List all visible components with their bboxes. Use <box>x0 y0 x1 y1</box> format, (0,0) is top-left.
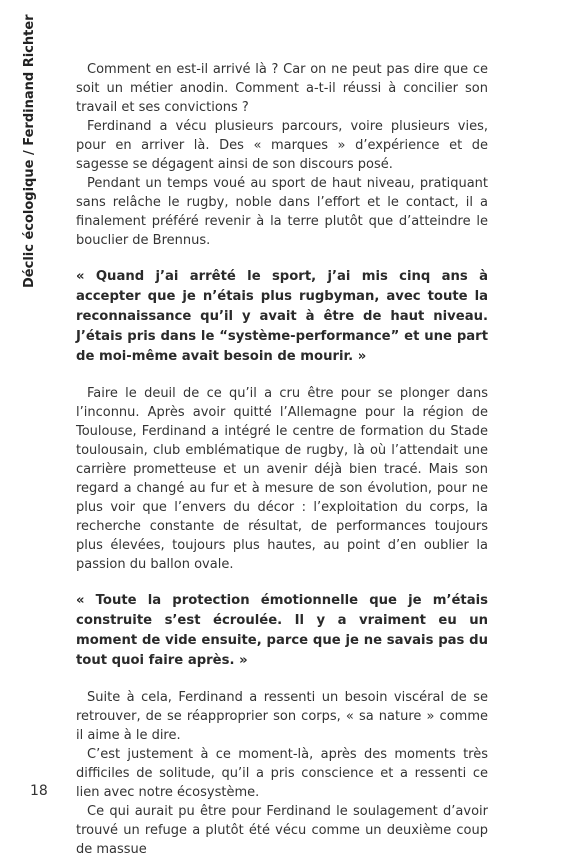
paragraph: Ce qui aurait pu être pour Ferdinand le soulagement d’avoir trouvé un refuge a plutôt été vécu comme un deuxième coup de massue <box>76 804 488 857</box>
paragraph: Ferdinand a vécu plusieurs parcours, voire plusieurs vies, pour en arriver là. Des « marques » d’expérience et de sagesse se dégagent ainsi de son discours posé. <box>76 119 488 172</box>
pull-quote: « Toute la protection émotionnelle que je m’étais construite s’est écroulée. Il y a vraiment eu un moment de vide ensuite, parce que je ne savais pas du tout quoi faire après. » <box>76 593 488 668</box>
page-number: 18 <box>30 783 48 799</box>
paragraph: Comment en est-il arrivé là ? Car on ne peut pas dire que ce soit un métier anodin. Comment a-t-il réussi à concilier son travail et ses convictions ? <box>76 62 488 115</box>
paragraph: Pendant un temps voué au sport de haut niveau, pratiquant sans relâche le rugby, noble dans l’effort et le contact, il a finalement préféré revenir à la terre plutôt que d’atteindre le bouclier de Brennus. <box>76 176 488 248</box>
paragraph: Suite à cela, Ferdinand a ressenti un besoin viscéral de se retrouver, de se réapproprier son corps, « sa nature » comme il aime à le dire. <box>76 690 488 743</box>
running-title: Déclic écologique / Ferdinand Richter <box>22 14 37 288</box>
paragraph: Faire le deuil de ce qu’il a cru être pour se plonger dans l’inconnu. Après avoir quitté l’Allemagne pour la région de Toulouse, Ferdinand a intégré le centre de formation du Stade toulousain, club emblématique de rugby, là où l’attendait une carrière prometteuse et un avenir déjà bien tracé. Mais son regard a changé au fur et à mesure de son évolution, pour ne plus voir que l’envers du décor : l’exploitation du corps, la recherche constante de résultat, de performances toujours plus élevées, toujours plus hautes, au point d’en oublier la passion du ballon ovale. <box>76 386 488 572</box>
page-body <box>76 60 488 859</box>
paragraph: C’est justement à ce moment-là, après des moments très difficiles de solitude, qu’il a pris conscience et a ressenti ce lien avec notre écosystème. <box>76 747 488 800</box>
pull-quote: « Quand j’ai arrêté le sport, j’ai mis cinq ans à accepter que je n’étais plus rugbyman, avec toute la reconnaissance qu’il y avait à être de haut niveau. J’étais pris dans le “système-performance” et une part de moi-même avait besoin de mourir. » <box>76 269 488 364</box>
